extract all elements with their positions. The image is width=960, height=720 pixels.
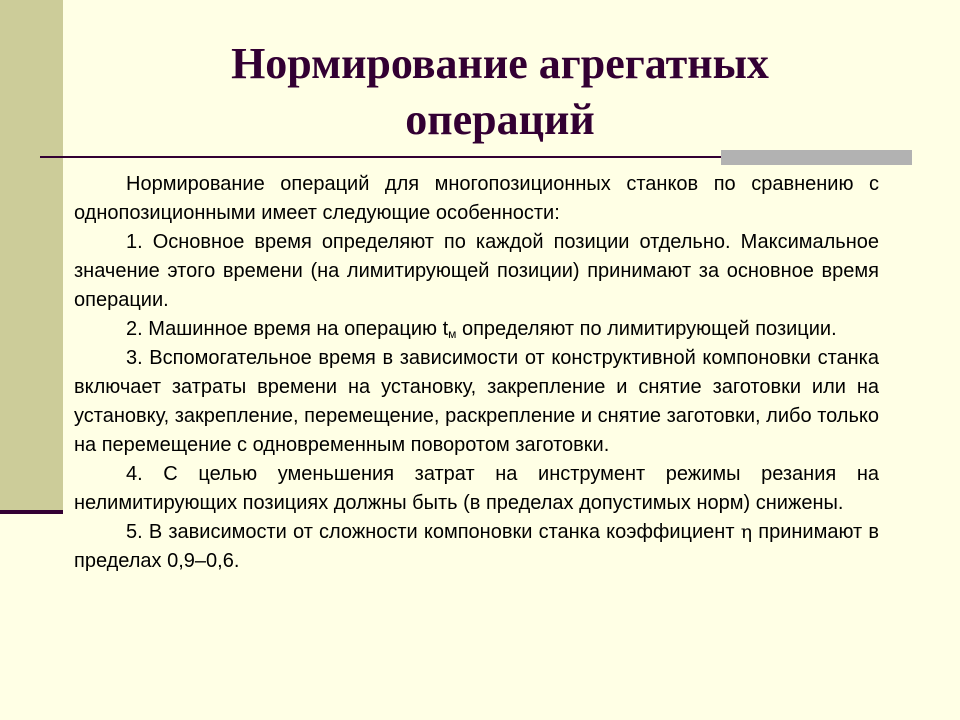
slide-title-line-2: операций <box>405 95 595 144</box>
item-1: 1. Основное время определяют по каждой позиции отдельно. Максимальное значение этого времени (на лимитирующей позиции) принимают за основное время операции. <box>74 231 879 311</box>
slide-title-line-1: Нормирование агрегатных <box>231 39 769 88</box>
left-accent-bar <box>0 0 63 514</box>
eta-symbol: η <box>740 521 753 543</box>
item-2-text-start: 2. Машинное время на операцию t <box>126 318 449 340</box>
item-2 <box>74 315 879 344</box>
item-5 <box>74 518 879 576</box>
item-5-text-start: 5. В зависимости от сложности компоновки станка коэффициент <box>126 521 741 543</box>
intro-paragraph: Нормирование операций для многопозиционных станков по сравнению с однопозиционными имеет следующие особенности: <box>74 173 879 224</box>
slide-body <box>74 170 879 576</box>
item-4: 4. С целью уменьшения затрат на инструмент режимы резания на нелимитирующих позициях должны быть (в пределах допустимых норм) снижены. <box>74 463 879 514</box>
item-3: 3. Вспомогательное время в зависимости от конструктивной компоновки станка включает затраты времени на установку, закрепление и снятие заготовки или на установку, закрепление, перемещение, раскрепление и снятие заготовки, либо только на перемещение с одновременным поворотом заготовки. <box>74 347 879 456</box>
left-accent-underline <box>0 510 63 514</box>
item-2-subscript: м <box>448 327 457 341</box>
slide-title <box>100 36 900 148</box>
item-5-text-end: принимают в пределах 0,9–0,6. <box>74 521 879 572</box>
item-2-text-end: определяют по лимитирующей позиции. <box>456 318 837 340</box>
decorative-gray-block <box>721 150 912 165</box>
